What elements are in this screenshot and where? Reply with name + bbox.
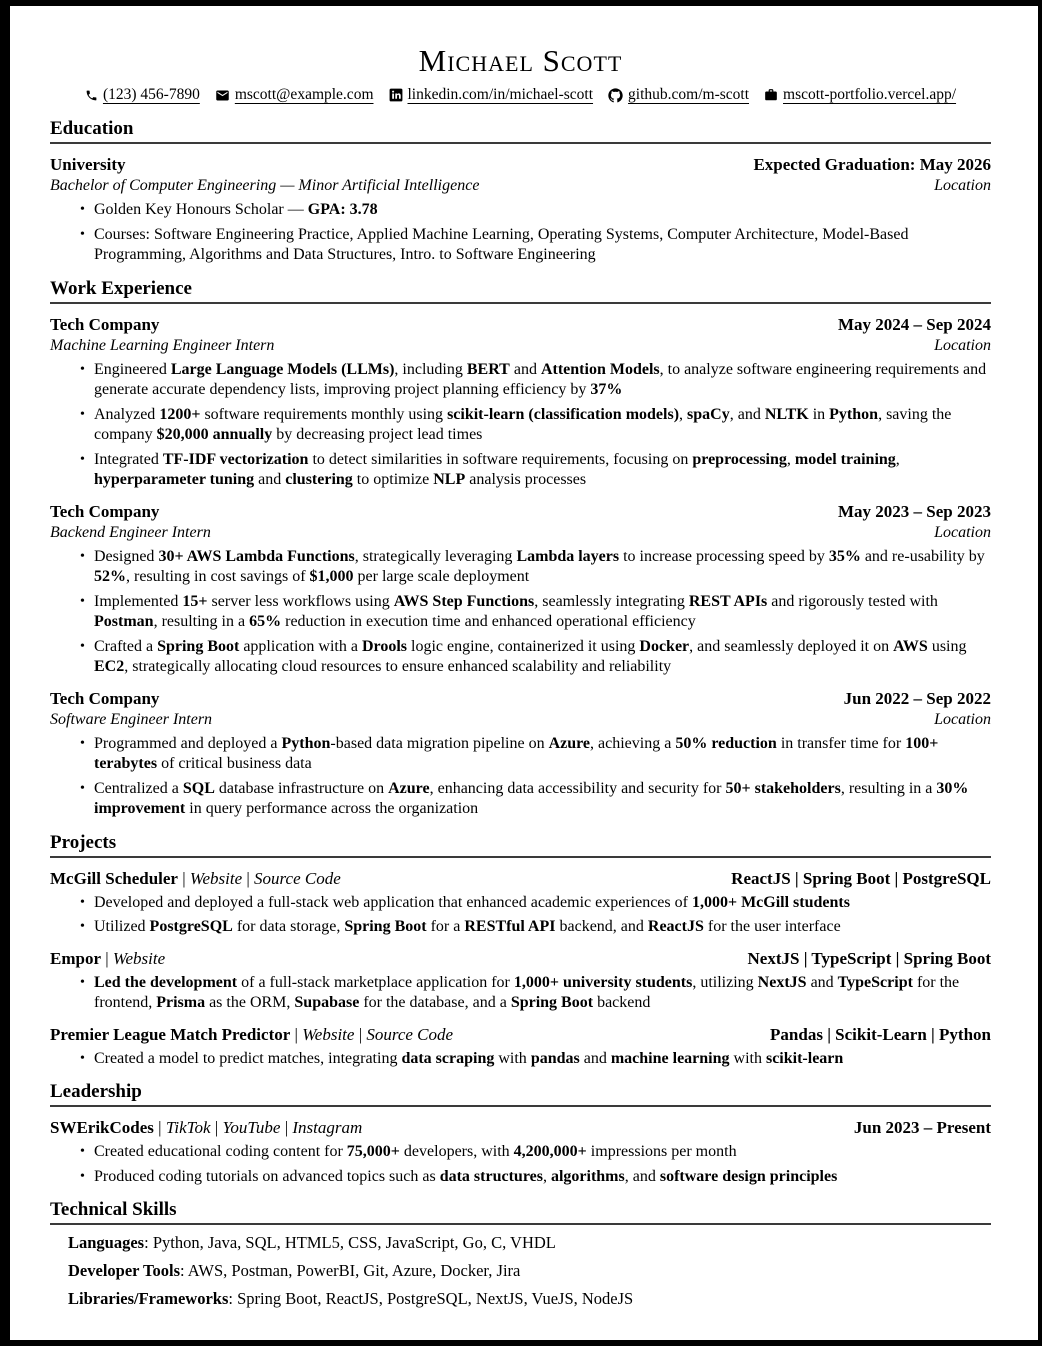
entry <box>50 1024 991 1070</box>
bullet-list <box>78 547 991 678</box>
text-segment: REST APIs <box>688 592 768 610</box>
section-rule <box>50 856 991 858</box>
text-segment: 30+ AWS Lambda Functions <box>158 547 355 565</box>
text-segment: 1,000+ university students <box>513 973 693 991</box>
text-segment: | <box>153 1118 166 1137</box>
text-segment: , utilizing <box>692 973 758 991</box>
text-segment: clustering <box>285 471 353 488</box>
bullet-item <box>78 225 991 266</box>
entry-heading <box>50 314 159 335</box>
text-segment: NextJS <box>757 973 807 991</box>
bullet-list <box>78 973 991 1014</box>
section-technical-skills <box>50 1198 991 1309</box>
text-segment: and re-usability by <box>860 547 985 565</box>
contact-row <box>50 84 991 106</box>
inline-link[interactable]: Instagram <box>292 1118 363 1137</box>
text-segment: , enhancing data accessibility and security for <box>429 779 726 797</box>
text-segment: application with a <box>239 637 362 655</box>
bullet-item <box>78 637 991 678</box>
text-segment: 65% <box>249 613 282 630</box>
text-segment: model training <box>794 450 896 468</box>
entry-subheading-right <box>914 336 991 356</box>
section-rule <box>50 302 991 304</box>
text-segment: | <box>210 1118 223 1137</box>
text-segment: Tech Company <box>50 314 160 334</box>
section-title: Education <box>50 118 134 139</box>
text-segment: | <box>290 1024 303 1044</box>
text-segment: as the ORM, <box>205 994 295 1011</box>
text-segment: | <box>354 1024 367 1044</box>
text-segment: Location <box>934 710 991 728</box>
bullet-list <box>78 734 991 820</box>
section-leadership <box>50 1080 991 1187</box>
text-segment: , including <box>394 360 467 378</box>
text-segment: Bachelor of Computer Engineering — Minor Artificial Intelligence <box>50 177 480 194</box>
contact-label: (123) 456-7890 <box>102 86 200 103</box>
text-segment: : Python, Java, SQL, HTML5, CSS, JavaScript, Go, C, VHDL <box>144 1233 556 1252</box>
bullet-list <box>78 1049 991 1070</box>
text-segment: NLP <box>433 471 466 488</box>
text-segment: Engineered <box>94 360 171 378</box>
text-segment: TypeScript <box>837 973 913 991</box>
entry-heading-right <box>728 948 991 969</box>
text-segment: for the database, and a <box>359 994 511 1011</box>
section-work-experience <box>50 277 991 820</box>
text-segment: Postman <box>94 613 154 630</box>
text-segment: Attention Models <box>540 360 660 378</box>
text-segment: , seamlessly integrating <box>534 592 689 610</box>
text-segment: server less workflows using <box>207 592 394 610</box>
text-segment: -based data migration pipeline on <box>330 734 549 752</box>
text-segment: SWErikCodes <box>50 1118 154 1137</box>
contact-phone-link[interactable] <box>85 84 200 106</box>
section-rule <box>50 1223 991 1225</box>
resume-page <box>10 6 1038 1340</box>
text-segment: developers, with <box>399 1143 514 1160</box>
bullet-item <box>78 592 991 633</box>
section-title: Leadership <box>50 1081 142 1102</box>
text-segment: Integrated <box>94 450 163 468</box>
text-segment: pandas <box>530 1049 580 1067</box>
text-segment: Tech Company <box>50 501 160 521</box>
skill-line <box>68 1232 991 1253</box>
text-segment: 50+ stakeholders <box>725 779 841 797</box>
text-segment: for data storage, <box>232 918 345 935</box>
section-rule <box>50 142 991 144</box>
entry-subheading <box>50 176 479 196</box>
text-segment: 52% <box>94 568 126 585</box>
entry-heading <box>50 154 126 175</box>
text-segment: , strategically allocating cloud resources to ensure enhanced scalability and reliability <box>124 658 672 675</box>
text-segment: Jun 2023 – Present <box>853 1118 991 1137</box>
entry-subheading <box>50 710 212 730</box>
entry-heading-right <box>711 868 991 889</box>
section-education <box>50 117 991 266</box>
text-segment: algorithms <box>550 1167 625 1185</box>
text-segment: McGill Scheduler <box>50 868 178 888</box>
entry-subheading-right <box>914 710 991 730</box>
text-segment: machine learning <box>610 1049 730 1067</box>
text-segment: 100+ terabytes <box>94 734 939 772</box>
text-segment: TF-IDF vectorization <box>162 450 309 468</box>
text-segment: RESTful API <box>464 918 556 935</box>
text-segment: Produced coding tutorials on advanced topics such as <box>94 1167 440 1185</box>
entry <box>50 501 991 678</box>
text-segment: and <box>806 973 838 991</box>
entry-subheading-right <box>914 176 991 196</box>
inline-link[interactable]: TikTok <box>165 1118 211 1137</box>
contact-briefcase-link[interactable] <box>764 84 956 106</box>
text-segment: GPA: 3.78 <box>307 201 378 218</box>
text-segment: $20,000 annually <box>156 426 273 443</box>
text-segment: 37% <box>590 381 623 398</box>
text-segment: backend <box>593 994 651 1011</box>
text-segment: to increase processing speed by <box>619 547 829 565</box>
text-segment: | <box>177 868 190 888</box>
text-segment: Supabase <box>294 994 360 1011</box>
text-segment: Expected Graduation: May 2026 <box>753 155 991 174</box>
text-segment: Crafted a <box>94 637 158 655</box>
contact-linkedin-link[interactable] <box>389 84 594 106</box>
text-segment: , achieving a <box>590 734 676 752</box>
text-segment: Centralized a <box>94 779 183 797</box>
entry-heading-right <box>750 1024 991 1045</box>
text-segment: | <box>242 868 255 888</box>
text-segment: of a full-stack marketplace application for <box>237 973 514 991</box>
inline-link[interactable]: Source Code <box>254 868 341 888</box>
text-segment: Developed and deployed a full-stack web application that enhanced academic experiences of <box>94 893 692 911</box>
text-segment: Languages <box>68 1233 145 1252</box>
text-segment: Azure <box>388 779 430 797</box>
entry-heading <box>50 501 159 522</box>
text-segment: EC2 <box>94 658 125 675</box>
contact-label: mscott-portfolio.vercel.app/ <box>783 86 957 103</box>
entry <box>50 314 991 491</box>
bullet-item <box>78 360 991 401</box>
text-segment: scikit-learn <box>765 1049 844 1067</box>
text-segment: Led the development <box>94 973 238 991</box>
text-segment: spaCy <box>687 405 730 423</box>
bullet-item <box>78 200 991 221</box>
linkedin-icon <box>389 88 403 102</box>
text-segment: Spring Boot <box>344 918 427 935</box>
text-segment: data structures <box>439 1167 543 1185</box>
text-segment: with <box>494 1049 531 1067</box>
bullet-list <box>78 893 991 938</box>
text-segment: Location <box>934 336 991 354</box>
github-icon <box>608 88 623 103</box>
text-segment: Courses: Software Engineering Practice, Applied Machine Learning, Operating Systems, Computer Architecture, Model-Based Programming, Algorithms and Data Structures, Intro. to Software Engineering <box>94 225 909 263</box>
text-segment: BERT <box>466 360 510 378</box>
entry-heading-right <box>824 688 991 709</box>
text-segment: hyperparameter tuning <box>94 471 255 488</box>
text-segment: , and seamlessly deployed it on <box>689 637 894 655</box>
text-segment: Spring Boot <box>157 637 240 655</box>
text-segment: for the frontend, <box>94 973 960 1011</box>
bullet-item <box>78 1142 991 1163</box>
text-segment: $1,000 <box>309 568 354 585</box>
bullet-item <box>78 1049 991 1070</box>
envelope-icon <box>215 88 230 103</box>
text-segment: , resulting in a <box>840 779 937 797</box>
entry <box>50 688 991 820</box>
bullet-item <box>78 779 991 820</box>
text-segment: , saving the company <box>94 405 952 443</box>
bullet-list <box>78 200 991 266</box>
bullet-list <box>78 360 991 491</box>
text-segment: NLTK <box>764 405 809 423</box>
text-segment: and rigorously tested with <box>767 592 938 610</box>
text-segment: Python <box>281 734 331 752</box>
phone-icon <box>85 89 98 102</box>
text-segment: software design principles <box>659 1167 838 1185</box>
bullet-list <box>78 1142 991 1187</box>
text-segment: 1200+ <box>159 405 201 423</box>
text-segment: database infrastructure on <box>214 779 389 797</box>
entry <box>50 948 991 1014</box>
text-segment: , strategically leveraging <box>354 547 517 565</box>
text-segment: in <box>808 405 830 423</box>
entry <box>50 154 991 266</box>
text-segment: 15+ <box>182 592 208 610</box>
entry <box>50 1117 991 1187</box>
section-rule <box>50 1105 991 1107</box>
bullet-item <box>78 734 991 775</box>
text-segment: NextJS | TypeScript | Spring Boot <box>747 948 991 968</box>
text-segment: Implemented <box>94 592 183 610</box>
text-segment: : AWS, Postman, PowerBI, Git, Azure, Docker, Jira <box>180 1261 521 1280</box>
text-segment: , <box>786 450 795 468</box>
text-segment: and <box>254 471 286 488</box>
text-segment: logic engine, containerized it using <box>407 637 640 655</box>
text-segment: Libraries/Frameworks <box>68 1289 229 1308</box>
resume-name: Michael Scott <box>418 43 623 78</box>
text-segment: Drools <box>361 637 408 655</box>
entry <box>50 868 991 938</box>
skill-line <box>68 1288 991 1309</box>
text-segment: by decreasing project lead times <box>272 426 483 443</box>
text-segment: reduction in execution time and enhanced operational efficiency <box>281 613 696 630</box>
entry-subheading-right <box>914 523 991 543</box>
section-title: Projects <box>50 831 117 853</box>
text-segment: Developer Tools <box>68 1261 180 1280</box>
text-segment: Programmed and deployed a <box>94 734 282 752</box>
text-segment: Prisma <box>156 994 206 1011</box>
resume-body <box>50 117 991 1309</box>
entry-subheading <box>50 336 274 356</box>
text-segment: Created a model to predict matches, integrating <box>94 1049 402 1067</box>
inline-link[interactable]: Website <box>189 868 243 888</box>
entry-heading-right <box>733 154 991 175</box>
entry-heading <box>50 1024 453 1045</box>
section-title: Technical Skills <box>50 1199 177 1220</box>
bullet-item <box>78 917 991 938</box>
text-segment: 35% <box>828 547 861 565</box>
entry-subheading <box>50 523 211 543</box>
text-segment: Tech Company <box>50 688 160 708</box>
text-segment: scikit-learn (classification models) <box>447 405 680 423</box>
text-segment: AWS <box>893 637 928 655</box>
text-segment: Lambda layers <box>516 547 620 565</box>
text-segment: Analyzed <box>94 405 160 423</box>
text-segment: per large scale deployment <box>353 568 530 585</box>
text-segment: impressions per month <box>586 1143 737 1160</box>
inline-link[interactable]: Website <box>302 1024 355 1044</box>
bullet-item <box>78 973 991 1014</box>
text-segment: , resulting in a <box>153 613 250 630</box>
text-segment: , resulting in cost savings of <box>126 568 310 585</box>
text-segment: , <box>895 450 900 468</box>
text-segment: for a <box>426 918 465 935</box>
text-segment: , and <box>729 405 765 423</box>
text-segment: Utilized <box>94 918 150 935</box>
contact-label: mscott@example.com <box>234 86 374 103</box>
text-segment: Machine Learning Engineer Intern <box>50 336 275 354</box>
text-segment: , and <box>624 1167 660 1185</box>
text-segment: ReactJS | Spring Boot | PostgreSQL <box>731 868 991 888</box>
text-segment: to detect similarities in software requirements, focusing on <box>308 450 693 468</box>
text-segment: Location <box>934 523 991 541</box>
text-segment: 30% improvement <box>94 779 969 817</box>
text-segment: Backend Engineer Intern <box>50 523 211 541</box>
bullet-item <box>78 450 991 491</box>
bullet-item <box>78 1167 991 1188</box>
contact-label: github.com/m-scott <box>628 86 750 103</box>
text-segment: 75,000+ <box>346 1143 400 1160</box>
text-segment: SQL <box>182 779 215 797</box>
section-projects <box>50 831 991 1070</box>
text-segment: Created educational coding content for <box>94 1143 347 1160</box>
inline-link[interactable]: Source Code <box>366 1024 454 1044</box>
text-segment: AWS Step Functions <box>393 592 535 610</box>
entry-heading-right <box>834 1117 991 1138</box>
text-segment: analysis processes <box>465 471 587 488</box>
text-segment: Pandas | Scikit-Learn | Python <box>770 1024 991 1044</box>
entry-heading <box>50 948 165 969</box>
text-segment: Large Language Models (LLMs) <box>170 360 395 378</box>
text-segment: | <box>101 948 113 968</box>
bullet-item <box>78 547 991 588</box>
text-segment: to optimize <box>352 471 434 488</box>
text-segment: PostgreSQL <box>149 918 233 935</box>
text-segment: , <box>679 405 688 423</box>
text-segment: Golden Key Honours Scholar — <box>94 201 308 218</box>
skill-line <box>68 1260 991 1281</box>
text-segment: with <box>729 1049 766 1067</box>
text-segment: Spring Boot <box>510 994 594 1011</box>
inline-link[interactable]: Website <box>112 948 166 968</box>
text-segment: Docker <box>639 637 690 655</box>
text-segment: May 2023 – Sep 2023 <box>838 501 991 521</box>
inline-link[interactable]: YouTube <box>222 1118 281 1137</box>
entry-heading-right <box>818 501 991 522</box>
contact-envelope-link[interactable] <box>215 84 374 106</box>
contact-github-link[interactable] <box>608 84 749 106</box>
text-segment: Jun 2022 – Sep 2022 <box>843 688 991 708</box>
text-segment: May 2024 – Sep 2024 <box>838 314 991 334</box>
text-segment: ReactJS <box>647 918 704 935</box>
bullet-item <box>78 405 991 446</box>
text-segment: in query performance across the organization <box>185 800 479 817</box>
entry-heading <box>50 1117 362 1138</box>
text-segment: Software Engineer Intern <box>50 710 213 728</box>
text-segment: Premier League Match Predictor <box>50 1024 291 1044</box>
entry-heading <box>50 868 341 889</box>
text-segment: , to analyze software engineering requirements and generate accurate dependency lists, improving project planning efficiency by <box>94 360 987 398</box>
text-segment: 4,200,000+ <box>513 1143 587 1160</box>
text-segment: | <box>280 1118 293 1137</box>
text-segment: , <box>542 1167 551 1185</box>
text-segment: Empor <box>50 948 101 968</box>
text-segment: for the user interface <box>703 918 841 935</box>
text-segment: data scraping <box>401 1049 495 1067</box>
text-segment: preprocessing <box>692 450 787 468</box>
text-segment: backend, and <box>555 918 648 935</box>
text-segment: of critical business data <box>157 755 312 772</box>
text-segment: University <box>50 155 126 174</box>
text-segment: in transfer time for <box>776 734 906 752</box>
text-segment: and <box>509 360 541 378</box>
text-segment: 1,000+ McGill students <box>691 893 850 911</box>
text-segment: using <box>927 637 967 655</box>
text-segment: : Spring Boot, ReactJS, PostgreSQL, NextJS, VueJS, NodeJS <box>228 1289 634 1308</box>
text-segment: Location <box>934 177 991 194</box>
bullet-item <box>78 893 991 914</box>
text-segment: Designed <box>94 547 159 565</box>
text-segment: and <box>579 1049 611 1067</box>
text-segment: 50% reduction <box>675 734 777 752</box>
text-segment: Azure <box>548 734 591 752</box>
text-segment: software requirements monthly using <box>200 405 448 423</box>
briefcase-icon <box>764 88 778 102</box>
text-segment: Python <box>829 405 879 423</box>
section-title: Work Experience <box>50 277 192 299</box>
contact-label: linkedin.com/in/michael-scott <box>407 86 594 103</box>
entry-heading <box>50 688 159 709</box>
entry-heading-right <box>818 314 991 335</box>
